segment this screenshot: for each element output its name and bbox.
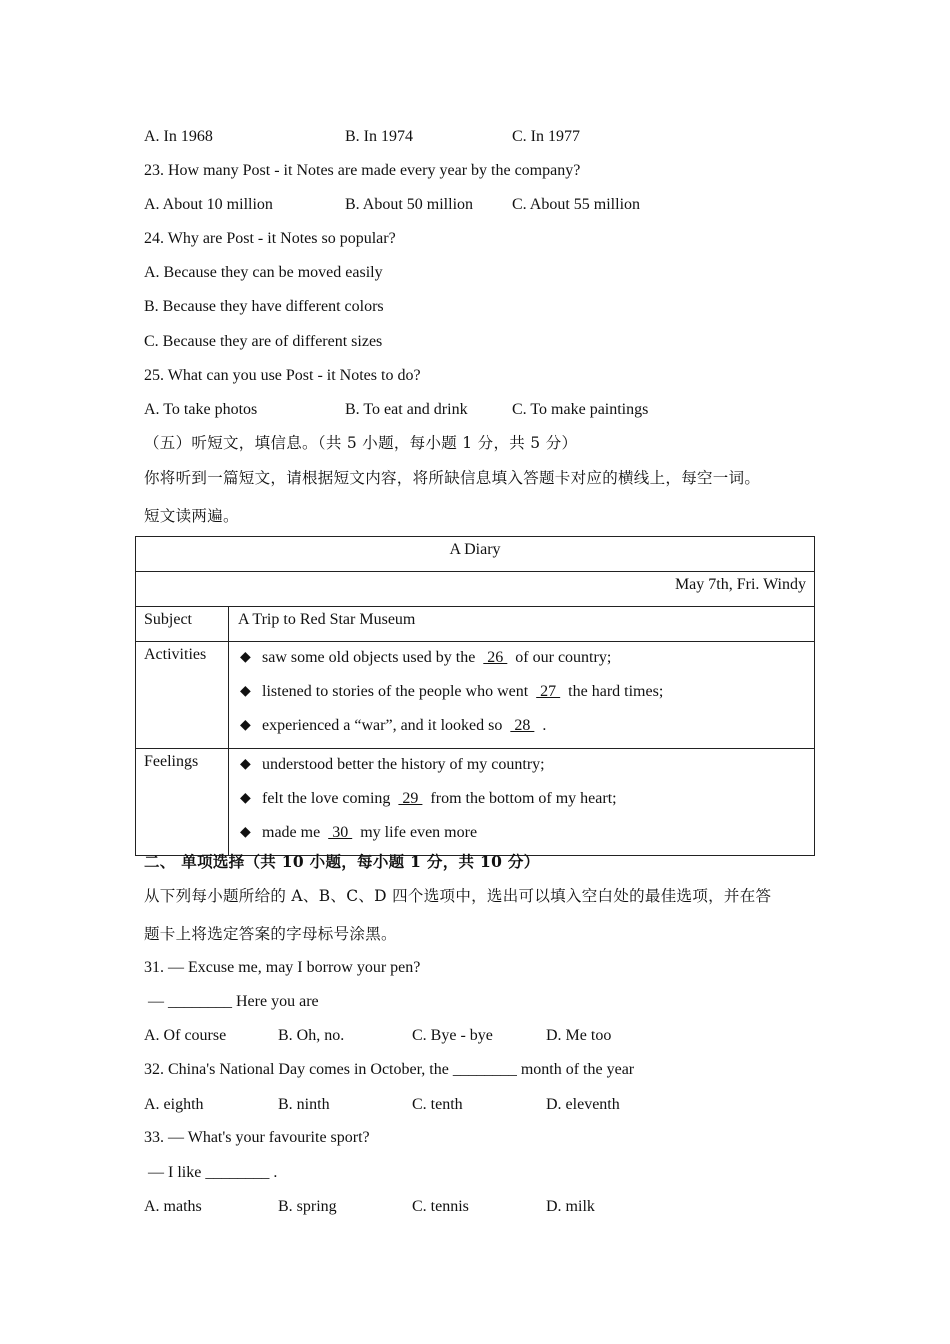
activity-text: experienced a “war”, and it looked so — [262, 717, 507, 734]
q23-option-b: B. About 50 million — [345, 196, 474, 213]
activity-item — [238, 680, 814, 714]
q25-question: 25. What can you use Post - it Notes to do? — [144, 367, 421, 384]
activity-item — [238, 714, 814, 744]
feelings-label: Feelings — [136, 749, 229, 856]
feeling-text: made me — [262, 824, 325, 841]
diamond-bullet-icon: ◆ — [240, 825, 251, 840]
q23-option-a: A. About 10 million — [144, 196, 273, 213]
diamond-bullet-icon: ◆ — [240, 791, 251, 806]
q24-option-b: B. Because they have different colors — [144, 298, 384, 315]
feeling-item — [238, 753, 814, 787]
q31-option-b: B. Oh, no. — [278, 1027, 345, 1044]
diamond-bullet-icon: ◆ — [240, 684, 251, 699]
feeling-text: from the bottom of my heart; — [426, 790, 617, 807]
diary-table — [135, 536, 815, 856]
activity-text: saw some old objects used by the — [262, 649, 480, 666]
blank-29: 29 — [398, 790, 423, 807]
q32-question: 32. China's National Day comes in October, the ________ month of the year — [144, 1061, 635, 1078]
q22-option-b: B. In 1974 — [345, 128, 413, 145]
activities-label: Activities — [136, 642, 229, 749]
feeling-item — [238, 787, 814, 821]
q25-option-c: C. To make paintings — [512, 401, 649, 418]
q33-option-c: C. tennis — [412, 1198, 469, 1215]
feeling-text: my life even more — [356, 824, 478, 841]
section5-instruction-line1: 你将听到一篇短文，请根据短文内容，将所缺信息填入答题卡对应的横线上，每空一词。 — [144, 469, 761, 487]
blank-27: 27 — [536, 683, 561, 700]
q24-option-a: A. Because they can be moved easily — [144, 264, 383, 281]
subject-label: Subject — [136, 607, 229, 642]
q33-option-d: D. milk — [546, 1198, 595, 1215]
activity-text: listened to stories of the people who went — [262, 683, 533, 700]
activity-text: the hard times; — [564, 683, 664, 700]
q23-question: 23. How many Post - it Notes are made every year by the company? — [144, 162, 581, 179]
subject-value: A Trip to Red Star Museum — [229, 607, 815, 642]
q31-option-a: A. Of course — [144, 1027, 227, 1044]
q32-option-a: A. eighth — [144, 1096, 204, 1113]
q33-question: 33. — What's your favourite sport? — [144, 1129, 370, 1146]
q32-option-c: C. tenth — [412, 1096, 463, 1113]
section5-heading: （五）听短文，填信息。（共 5 小题，每小题 1 分，共 5 分） — [144, 434, 578, 452]
q25-option-b: B. To eat and drink — [345, 401, 468, 418]
feelings-list — [229, 749, 815, 856]
q25-option-a: A. To take photos — [144, 401, 258, 418]
blank-26: 26 — [483, 649, 508, 666]
feeling-text: understood better the history of my country; — [262, 756, 545, 773]
part2-heading: 二、 单项选择（共 10 小题，每小题 1 分，共 10 分） — [144, 852, 540, 871]
q22-option-a: A. In 1968 — [144, 128, 213, 145]
q33-option-b: B. spring — [278, 1198, 337, 1215]
diary-date: May 7th, Fri. Windy — [136, 572, 815, 607]
blank-28: 28 — [510, 717, 535, 734]
activity-text: . — [538, 717, 547, 734]
feeling-item — [238, 821, 814, 851]
q31-option-c: C. Bye - bye — [412, 1027, 493, 1044]
q33-option-a: A. maths — [144, 1198, 202, 1215]
diamond-bullet-icon: ◆ — [240, 718, 251, 733]
q33-response: — I like ________ . — [144, 1164, 278, 1181]
q22-option-c: C. In 1977 — [512, 128, 580, 145]
activity-text: of our country; — [511, 649, 612, 666]
q31-option-d: D. Me too — [546, 1027, 612, 1044]
part2-instruction-line1: 从下列每小题所给的 A、B、C、D 四个选项中，选出可以填入空白处的最佳选项，并在答 — [144, 887, 772, 905]
q24-option-c: C. Because they are of different sizes — [144, 333, 383, 350]
q31-question: 31. — Excuse me, may I borrow your pen? — [144, 959, 421, 976]
q31-response: — ________ Here you are — [144, 993, 319, 1010]
q24-question: 24. Why are Post - it Notes so popular? — [144, 230, 396, 247]
feeling-text: felt the love coming — [262, 790, 395, 807]
section5-instruction-line2: 短文读两遍。 — [144, 507, 239, 525]
activities-list — [229, 642, 815, 749]
activity-item — [238, 646, 814, 680]
q23-option-c: C. About 55 million — [512, 196, 641, 213]
blank-30: 30 — [328, 824, 353, 841]
diamond-bullet-icon: ◆ — [240, 650, 251, 665]
q32-option-d: D. eleventh — [546, 1096, 620, 1113]
q32-option-b: B. ninth — [278, 1096, 330, 1113]
diamond-bullet-icon: ◆ — [240, 757, 251, 772]
part2-instruction-line2: 题卡上将选定答案的字母标号涂黑。 — [144, 925, 397, 943]
diary-title: A Diary — [136, 537, 815, 572]
